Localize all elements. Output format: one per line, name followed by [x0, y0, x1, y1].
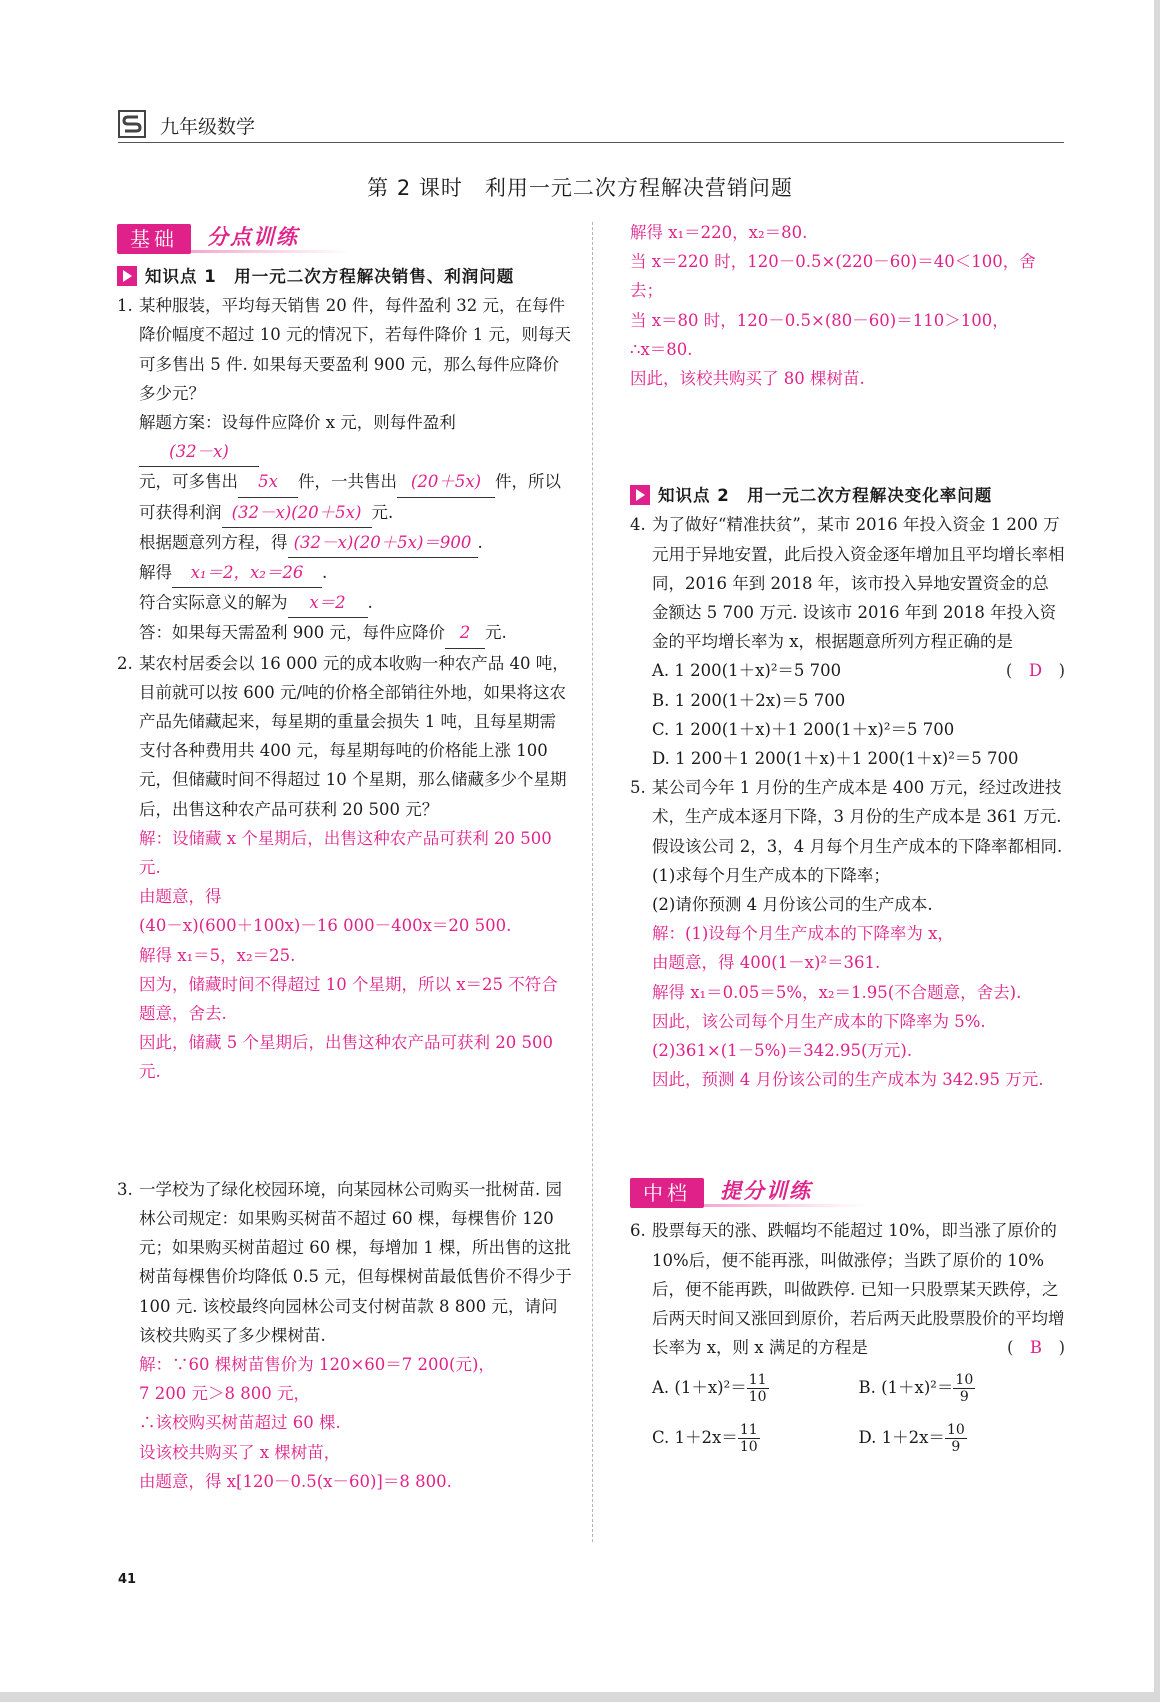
sub-question: (1)求每个月生产成本的下降率；	[652, 865, 890, 885]
fill-blank: (32－x)(20＋5x)	[222, 498, 372, 528]
option	[652, 1363, 859, 1413]
section-subtitle: 提分训练	[720, 1179, 812, 1204]
solution-line: 解：设储藏 x 个星期后，出售这种农产品可获利 20 500元.	[139, 828, 552, 878]
fill-blank: x＝2	[288, 588, 368, 618]
answer-choice: D	[1028, 661, 1043, 681]
question-stem: 某公司今年 1 月份的生产成本是 400 万元，经过改进技术，生产成本逐月下降，3 月份的生产成本是 361 万元. 假设该公司 2，3，4 月每个月生产成本的下降率都相同.	[652, 778, 1063, 856]
left-column	[117, 220, 572, 1496]
solution-line: 设该校共购买了 x 棵树苗，	[139, 1442, 341, 1462]
solution-line: 因此，储藏 5 个星期后，出售这种农产品可获利 20 500 元.	[139, 1033, 553, 1082]
text: 件，一共售出	[298, 472, 397, 492]
publisher-logo-icon	[118, 110, 146, 138]
text: 元.	[371, 502, 394, 522]
fill-blank: (32－x)(20＋5x)＝900	[288, 528, 478, 558]
answer-choice: B	[1029, 1338, 1043, 1358]
text: .	[367, 593, 373, 613]
answer-bracket: ( B )	[1006, 1338, 1065, 1358]
section-tag: 中档	[630, 1178, 704, 1208]
column-divider	[592, 222, 593, 1542]
fill-blank: (32－x)	[139, 437, 259, 467]
page-edge	[1154, 0, 1160, 1702]
numerator: 10	[955, 1371, 974, 1388]
option: A. 1 200(1＋x)²＝5 700	[652, 661, 842, 681]
denominator: 10	[748, 1388, 767, 1405]
question-stem: 股票每天的涨、跌幅均不能超过 10%，即当涨了原价的 10%后，便不能再涨，叫做涨停；当跌了原价的 10%后，便不能再跌，叫做跌停. 已知一只股票某天跌停，之后两天时间又涨回到原价，若后两天此股票股价的平均增长率为 x，则 x 满足的方程是	[652, 1221, 1065, 1358]
option-text: A. (1＋x)²＝	[652, 1377, 747, 1397]
question-stem: 为了做好“精准扶贫”，某市 2016 年投入资金 1 200 万元用于异地安置，此后投入资金逐年增加且平均增长率相同，2016 年到 2018 年，该市投入异地安置资金的总金额达 5 700 万元. 设该市 2016 年到 2018 年投入资金的平均增长率为 x，根据题意所列方程正确的是	[652, 515, 1065, 652]
fraction	[953, 1372, 975, 1405]
solution-line: ∴该校购买树苗超过 60 棵.	[139, 1413, 341, 1433]
question-number: 1.	[117, 296, 133, 316]
question-stem: 某种服装，平均每天销售 20 件，每件盈利 32 元，在每件降价幅度不超过 10 元的情况下，若每件降价 1 元，则每天可多售出 5 件. 如果每天要盈利 900 元，那么每件应降价多少元？	[139, 296, 571, 403]
kp-text: 用一元二次方程解决销售、利润问题	[234, 267, 515, 286]
solution-line: (2)361×(1－5%)＝342.95(万元).	[652, 1041, 913, 1061]
knowledge-point-1	[117, 262, 572, 291]
numerator: 11	[748, 1371, 767, 1388]
question-stem: 某农村居委会以 16 000 元的成本收购一种农产品 40 吨，目前就可以按 600 元/吨的价格全部销往外地，如果将这农产品先储藏起来，每星期的重量会损失 1 吨，且每星期需支付各种费用共 400 元，每星期每吨的价格能上涨 100 元，但储藏时间不得超过 10 个星期，那么储藏多少个星期后，出售这种农产品可获利 20 500 元？	[139, 653, 569, 819]
question-3-continued	[630, 218, 1065, 393]
solution-line: 当 x＝80 时，120－0.5×(80－60)＝110＞100，	[630, 310, 1009, 330]
answer-bracket: ( D )	[1005, 661, 1065, 681]
section-subtitle: 分点训练	[207, 225, 299, 249]
option: D. 1 200＋1 200(1＋x)＋1 200(1＋x)²＝5 700	[652, 749, 1019, 769]
section-banner-basic	[117, 220, 572, 260]
question-number: 3.	[117, 1179, 133, 1199]
book-title: 九年级数学	[160, 116, 256, 138]
page-header	[118, 108, 1064, 143]
option: B. 1 200(1＋2x)＝5 700	[652, 690, 846, 710]
question-6	[630, 1216, 1065, 1462]
question-number: 6.	[630, 1221, 646, 1241]
denominator: 10	[739, 1438, 758, 1455]
fraction	[747, 1372, 769, 1405]
denominator: 9	[959, 1388, 969, 1405]
option-text: C. 1＋2x＝	[652, 1427, 738, 1447]
option	[652, 1413, 859, 1463]
text: 答：如果每天需盈利 900 元，每件应降价	[139, 623, 445, 643]
numerator: 10	[946, 1421, 965, 1438]
question-number: 2.	[117, 653, 133, 673]
text: 件，所以可获得利润	[139, 472, 561, 522]
fill-blank: x₁＝2，x₂＝26	[172, 558, 322, 588]
solution-line: 因此，该校共购买了 80 棵树苗.	[630, 369, 865, 389]
question-5	[630, 773, 1065, 1094]
question-stem: 一学校为了绿化校园环境，向某园林公司购买一批树苗. 园林公司规定：如果购买树苗不超过 60 棵，每棵售价 120 元；如果购买树苗超过 60 棵，每增加 1 棵，所出售的这批树苗每棵售价均降低 0.5 元，但每棵树苗最低售价不得少于 100 元. 该校最终向园林公司支付树苗款 8 800 元，请问该校共购买了多少棵树苗.	[139, 1179, 572, 1345]
fill-blank: (20＋5x)	[397, 467, 495, 497]
text: 解题方案：设每件应降价 x 元，则每件盈利	[139, 413, 456, 433]
kp-label: 知识点 1	[145, 267, 217, 286]
solution-line: 因为，储藏时间不得超过 10 个星期，所以 x＝25 不符合题意，舍去.	[139, 974, 558, 1024]
text: 元，可多售出	[139, 472, 238, 492]
solution-line: 7 200 元＞8 800 元，	[139, 1384, 310, 1404]
solution-line: ∴x＝80.	[630, 339, 693, 359]
solution-line: 解：∵60 棵树苗售价为 120×60＝7 200(元)，	[139, 1354, 495, 1374]
solution-line: 由题意，得 x[120－0.5(x－60)]＝8 800.	[139, 1471, 452, 1491]
fill-blank: 5x	[238, 467, 298, 497]
kp-text: 用一元二次方程解决变化率问题	[747, 486, 993, 506]
solution-line: 解得 x₁＝0.05＝5%，x₂＝1.95(不合题意，舍去).	[652, 982, 1022, 1002]
option	[859, 1363, 1066, 1413]
question-number: 4.	[630, 515, 646, 535]
option: C. 1 200(1＋x)＋1 200(1＋x)²＝5 700	[652, 719, 955, 739]
solution-line: 当 x＝220 时，120－0.5×(220－60)＝40＜100，舍去；	[630, 252, 1036, 301]
question-number: 5.	[630, 778, 646, 798]
solution-line: 由题意，得 400(1－x)²＝361.	[652, 953, 881, 973]
question-3	[117, 1175, 572, 1496]
option-text: D. 1＋2x＝	[858, 1427, 945, 1447]
text: .	[477, 532, 483, 552]
solution-line: 解得 x₁＝220，x₂＝80.	[630, 223, 808, 242]
right-column	[630, 218, 1065, 1463]
question-2	[117, 649, 572, 1087]
fraction	[738, 1422, 760, 1455]
question-1	[117, 291, 572, 648]
play-arrow-icon	[117, 266, 137, 286]
solution-line: 解：(1)设每个月生产成本的下降率为 x，	[652, 924, 954, 944]
text: 符合实际意义的解为	[139, 593, 288, 613]
option-text: B. (1＋x)²＝	[858, 1377, 954, 1397]
denominator: 9	[951, 1438, 961, 1455]
question-4	[630, 510, 1065, 773]
lesson-title: 第 2 课时 利用一元二次方程解决营销问题	[367, 176, 793, 200]
solution-line: 由题意，得	[139, 887, 222, 907]
solution-line: 因此，预测 4 月份该公司的生产成本为 342.95 万元.	[652, 1070, 1044, 1090]
play-arrow-icon	[630, 485, 650, 505]
text: 元.	[484, 623, 507, 643]
solution-line: 因此，该公司每个月生产成本的下降率为 5%.	[652, 1011, 986, 1031]
text: .	[322, 563, 328, 583]
page-edge-bottom	[0, 1692, 1160, 1702]
text: 根据题意列方程，得	[139, 532, 288, 552]
section-tag: 基础	[117, 224, 191, 254]
section-banner-mid	[630, 1174, 1065, 1214]
fill-blank: 2	[445, 618, 485, 648]
page-number: 41	[118, 1572, 137, 1587]
fraction	[945, 1422, 967, 1455]
numerator: 11	[739, 1421, 758, 1438]
solution-line: (40－x)(600＋100x)－16 000－400x＝20 500.	[139, 916, 512, 936]
options-grid	[652, 1363, 1065, 1463]
option	[859, 1413, 1066, 1463]
kp-label: 知识点 2	[658, 486, 730, 506]
knowledge-point-2	[630, 481, 1065, 510]
sub-question: (2)请你预测 4 月份该公司的生产成本.	[652, 895, 933, 915]
text: 解得	[139, 563, 172, 583]
solution-line: 解得 x₁＝5，x₂＝25.	[139, 945, 296, 965]
